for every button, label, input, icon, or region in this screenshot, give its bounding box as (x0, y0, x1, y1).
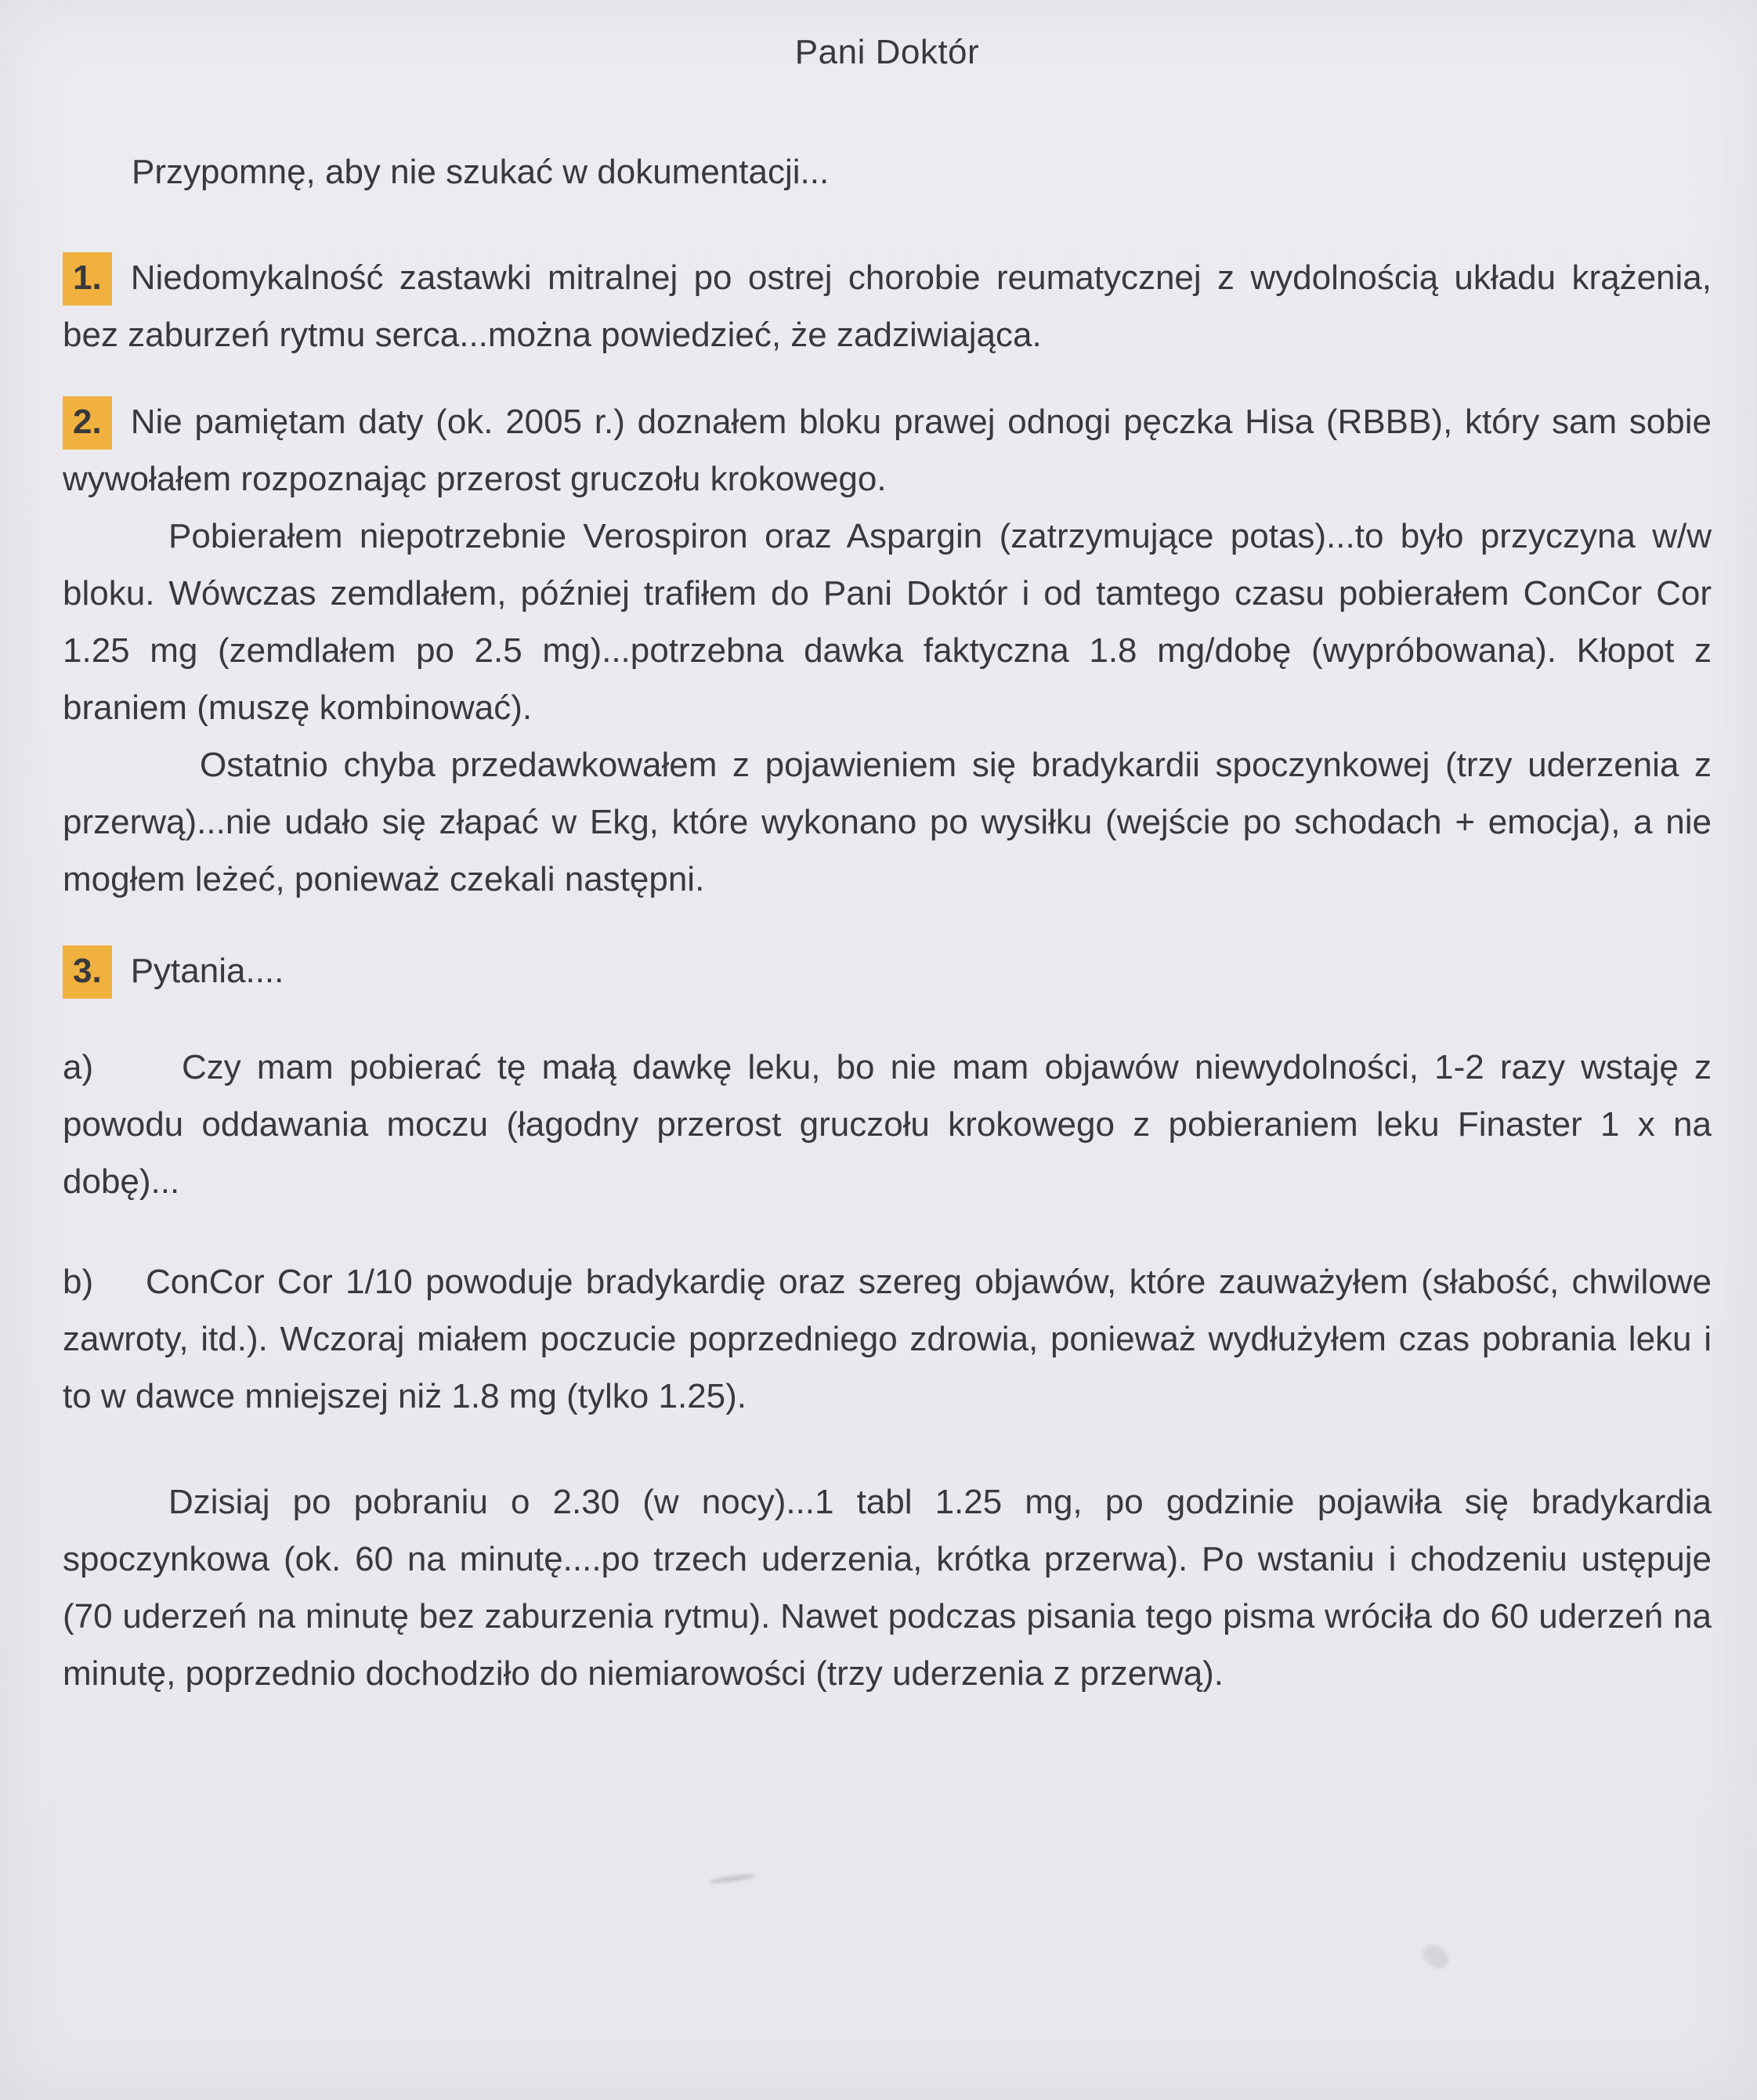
scan-smudge (709, 1873, 756, 1885)
question-a-text: Czy mam pobierać tę małą dawkę leku, bo nie mam objawów niewydolności, 1-2 razy wstaję z powodu oddawania moczu (łagodny przerost gruczołu krokowego z pobieraniem leku Finaster 1 x na dobę)... (63, 1048, 1712, 1201)
section-1 (63, 249, 1712, 363)
section-3-text: Pytania.... (130, 952, 284, 990)
section-3-paragraph (63, 942, 1712, 999)
section-2-paragraph-3: Ostatnio chyba przedawkowałem z pojawieniem się bradykardii spoczynkowej (trzy uderzenia z przerwą)...nie udało się złapać w Ekg, które wykonano po wysiłku (wejście po schodach + emocja), a nie mogłem leżeć, ponieważ czekali następni. (63, 746, 1712, 898)
section-2-text-1: Nie pamiętam daty (ok. 2005 r.) doznałem bloku prawej odnogi pęczka Hisa (RBBB), który sam sobie wywołałem rozpoznając przerost gruczołu krokowego. (63, 403, 1712, 498)
section-3-number-highlight: 3. (63, 945, 112, 999)
question-b-text: ConCor Cor 1/10 powoduje bradykardię oraz szereg objawów, które zauważyłem (słabość, chwilowe zawroty, itd.). Wczoraj miałem poczucie poprzedniego zdrowia, ponieważ wydłużyłem czas pobrania leku i to w dawce mniejszej niż 1.8 mg (tylko 1.25). (63, 1263, 1712, 1415)
section-2-number-highlight: 2. (63, 396, 112, 450)
question-b (63, 1253, 1712, 1425)
section-2 (63, 393, 1712, 908)
page-title: Pani Doktór (794, 33, 980, 71)
section-1-text: Niedomykalność zastawki mitralnej po ostrej chorobie reumatycznej z wydolnością układu krążenia, bez zaburzeń rytmu serca...można powiedzieć, że zadziwiająca. (63, 258, 1712, 354)
section-1-number-highlight: 1. (63, 252, 112, 305)
intro-paragraph: Przypomnę, aby nie szukać w dokumentacji... (132, 153, 830, 191)
section-2-paragraph-1 (63, 393, 1712, 508)
scan-smudge (1419, 1940, 1453, 1973)
section-3 (63, 942, 1712, 999)
question-a-label: a) (63, 1048, 94, 1086)
question-b-label: b) (63, 1263, 94, 1301)
question-a (63, 1039, 1712, 1210)
section-2-paragraph-2: Pobierałem niepotrzebnie Verospiron oraz Aspargin (zatrzymujące potas)...to było przyczyna w/w bloku. Wówczas zemdlałem, później trafiłem do Pani Doktór i od tamtego czasu pobierałem ConCor Cor 1.25 mg (zemdlałem po 2.5 mg)...potrzebna dawka faktyczna 1.8 mg/dobę (wypróbowana). Kłopot z braniem (muszę kombinować). (63, 517, 1712, 727)
closing-paragraph: Dzisiaj po pobraniu o 2.30 (w nocy)...1 tabl 1.25 mg, po godzinie pojawiła się bradykardia spoczynkowa (ok. 60 na minutę....po trzech uderzenia, krótka przerwa). Po wstaniu i chodzeniu ustępuje (70 uderzeń na minutę bez zaburzenia rytmu). Nawet podczas pisania tego pisma wróciła do 60 uderzeń na minutę, poprzednio dochodziło do niemiarowości (trzy uderzenia z przerwą). (63, 1483, 1712, 1693)
section-1-paragraph (63, 249, 1712, 363)
